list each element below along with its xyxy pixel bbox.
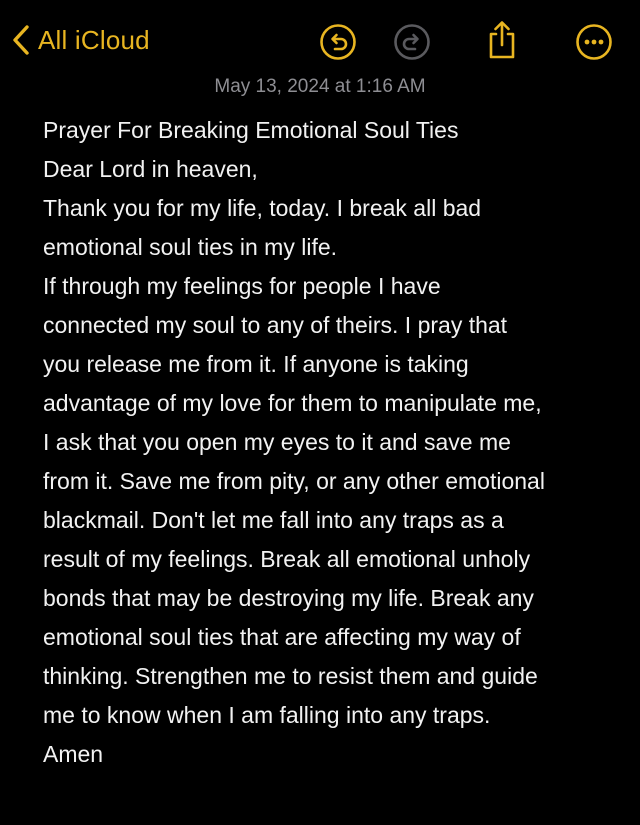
note-body[interactable] [43,111,613,774]
note-line: you release me from it. If anyone is taking [43,351,469,377]
note-line: If through my feelings for people I have [43,273,441,299]
more-button[interactable] [574,22,614,62]
share-button[interactable] [482,20,522,60]
note-line: bonds that may be destroying my life. Break any [43,585,534,611]
note-line: me to know when I am falling into any traps. [43,702,491,728]
note-title-line: Prayer For Breaking Emotional Soul Ties [43,117,459,143]
note-line: I ask that you open my eyes to it and save me [43,429,511,455]
back-label: All iCloud [38,24,150,55]
note-line: emotional soul ties in my life. [43,234,338,260]
back-button[interactable] [12,22,150,58]
note-line: from it. Save me from pity, or any other emotional [43,468,545,494]
navigation-bar [0,0,640,80]
note-line: advantage of my love for them to manipulate me, [43,390,542,416]
more-icon [575,23,613,61]
redo-button[interactable] [392,22,432,62]
redo-icon [393,23,431,61]
note-line: Dear Lord in heaven, [43,156,258,182]
note-line: thinking. Strengthen me to resist them and guide [43,663,538,689]
note-line: Thank you for my life, today. I break all bad [43,195,482,221]
undo-icon [319,23,357,61]
chevron-left-icon [12,24,30,56]
note-line: blackmail. Don't let me fall into any traps as a [43,507,504,533]
note-line: emotional soul ties that are affecting my way of [43,624,521,650]
undo-button[interactable] [318,22,358,62]
note-timestamp: May 13, 2024 at 1:16 AM [214,76,426,97]
share-icon [482,19,522,61]
note-line: Amen [43,741,104,767]
note-line: connected my soul to any of theirs. I pray that [43,312,508,338]
note-line: result of my feelings. Break all emotional unholy [43,546,531,572]
